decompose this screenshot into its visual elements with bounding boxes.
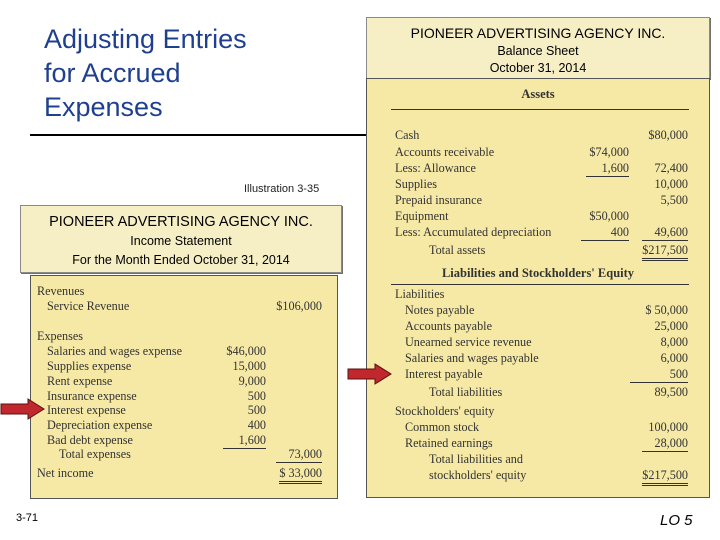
assets-rule (391, 109, 689, 110)
is-statement-name: Income Statement (130, 234, 232, 248)
illustration-label: Illustration 3-35 (244, 183, 320, 195)
liabilities-heading: Liabilities and Stockholders' Equity (441, 266, 635, 280)
balance-sheet-header (366, 17, 710, 79)
bs-row: Accounts receivable $74,000 (395, 145, 629, 159)
arrow-right-icon (347, 363, 393, 385)
bs-statement-name: Balance Sheet (497, 44, 579, 58)
bs-row: Total liabilities and (429, 452, 523, 466)
bs-row: Cash $80,000 (395, 128, 688, 142)
is-row: Bad debt expense 1,600 (47, 433, 266, 447)
arrow-right-icon (0, 398, 46, 420)
bs-row: Prepaid insurance 5,500 (395, 193, 688, 207)
is-company: PIONEER ADVERTISING AGENCY INC. (49, 214, 313, 230)
income-statement-header (20, 205, 342, 273)
is-row: Net income $ 33,000 (31, 466, 337, 481)
bs-row: Total assets $217,500 (367, 243, 709, 258)
bs-row: Retained earnings 28,000 (405, 436, 688, 450)
learning-objective: LO 5 (660, 512, 693, 529)
bs-row: Stockholders' equity (395, 404, 495, 418)
is-row: Total expenses 73,000 (59, 447, 322, 461)
liabilities-rule (391, 284, 689, 285)
bs-row: Less: Accumulated depreciation 400 49,600 (395, 225, 688, 239)
balance-sheet (366, 78, 710, 498)
bs-row: Unearned service revenue 8,000 (405, 335, 688, 349)
title-line: Adjusting Entries (44, 24, 247, 54)
bs-row: Less: Allowance 1,600 72,400 (395, 161, 688, 175)
assets-heading: Assets (521, 87, 555, 101)
slide-title (44, 22, 334, 124)
is-row: Revenues (37, 284, 85, 298)
bs-row: Equipment $50,000 (395, 209, 629, 223)
is-row: Salaries and wages expense $46,000 (47, 344, 266, 358)
bs-row: Notes payable $ 50,000 (405, 303, 688, 317)
income-statement (30, 275, 338, 499)
bs-company: PIONEER ADVERTISING AGENCY INC. (410, 25, 666, 41)
bs-row: Salaries and wages payable 6,000 (405, 351, 688, 365)
bs-row: Common stock 100,000 (405, 420, 688, 434)
bs-row: Total liabilities 89,500 (429, 385, 688, 399)
bs-row: Liabilities (395, 287, 445, 301)
is-row: Supplies expense 15,000 (47, 359, 266, 373)
is-row: Expenses (37, 329, 84, 343)
is-row: Service Revenue $106,000 (47, 299, 322, 313)
title-line: Expenses (44, 92, 163, 122)
slide-number: 3-71 (16, 512, 39, 524)
is-row: Interest expense 500 (47, 403, 266, 417)
bs-row: Interest payable 500 (405, 367, 688, 381)
is-row: Rent expense 9,000 (47, 374, 266, 388)
bs-row: Accounts payable 25,000 (405, 319, 688, 333)
is-row: Depreciation expense 400 (47, 418, 266, 432)
is-period: For the Month Ended October 31, 2014 (72, 253, 290, 267)
bs-row: Supplies 10,000 (395, 177, 688, 191)
title-line: for Accrued (44, 58, 181, 88)
is-row: Insurance expense 500 (47, 389, 266, 403)
title-divider (30, 134, 370, 136)
bs-row: stockholders' equity $217,500 (367, 468, 709, 483)
bs-date: October 31, 2014 (489, 61, 587, 75)
